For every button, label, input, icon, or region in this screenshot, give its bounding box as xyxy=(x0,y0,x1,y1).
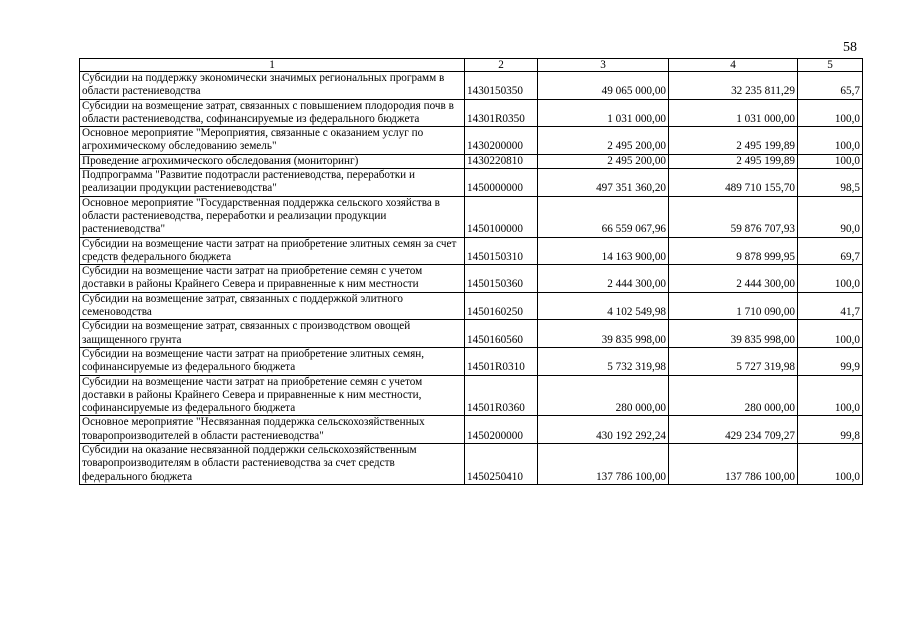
item-name-cell: Субсидии на возмещение части затрат на приобретение семян с учетом доставки в районы Крайнего Севера и приравненные к ним местности xyxy=(80,265,465,293)
classification-code-cell: 14301R0350 xyxy=(465,99,538,127)
classification-code-cell: 14501R0310 xyxy=(465,347,538,375)
execution-percent-cell: 100,0 xyxy=(798,265,863,293)
execution-percent-cell: 100,0 xyxy=(798,154,863,168)
page-number: 58 xyxy=(843,40,857,55)
table-row xyxy=(80,237,863,265)
planned-amount-cell: 497 351 360,20 xyxy=(538,169,669,197)
classification-code-cell: 1450160250 xyxy=(465,292,538,320)
table-row xyxy=(80,154,863,168)
executed-amount-cell: 429 234 709,27 xyxy=(669,416,798,444)
item-name-cell: Субсидии на возмещение части затрат на приобретение элитных семян за счет средств федерального бюджета xyxy=(80,237,465,265)
executed-amount-cell: 280 000,00 xyxy=(669,375,798,416)
column-header-2: 2 xyxy=(465,59,538,72)
classification-code-cell: 1450150360 xyxy=(465,265,538,293)
column-header-5: 5 xyxy=(798,59,863,72)
item-name-cell: Основное мероприятие "Мероприятия, связанные с оказанием услуг по агрохимическому обследованию земель" xyxy=(80,127,465,155)
classification-code-cell: 1430150350 xyxy=(465,72,538,100)
executed-amount-cell: 489 710 155,70 xyxy=(669,169,798,197)
budget-execution-table xyxy=(79,58,863,485)
planned-amount-cell: 2 495 200,00 xyxy=(538,127,669,155)
table-row xyxy=(80,265,863,293)
table-row xyxy=(80,99,863,127)
executed-amount-cell: 32 235 811,29 xyxy=(669,72,798,100)
planned-amount-cell: 1 031 000,00 xyxy=(538,99,669,127)
item-name-cell: Субсидии на возмещение части затрат на приобретение семян с учетом доставки в районы Крайнего Севера и приравненные к ним местности, софинансируемые из федерального бюджета xyxy=(80,375,465,416)
planned-amount-cell: 4 102 549,98 xyxy=(538,292,669,320)
table-header-row xyxy=(80,59,863,72)
table-row xyxy=(80,127,863,155)
item-name-cell: Основное мероприятие "Государственная поддержка сельского хозяйства в области растениеводства, переработки и реализации продукции растениеводства" xyxy=(80,196,465,237)
item-name-cell: Основное мероприятие "Несвязанная поддержка сельскохозяйственных товаропроизводителей в области растениеводства" xyxy=(80,416,465,444)
execution-percent-cell: 65,7 xyxy=(798,72,863,100)
planned-amount-cell: 49 065 000,00 xyxy=(538,72,669,100)
item-name-cell: Субсидии на возмещение затрат, связанных с поддержкой элитного семеноводства xyxy=(80,292,465,320)
executed-amount-cell: 39 835 998,00 xyxy=(669,320,798,348)
planned-amount-cell: 66 559 067,96 xyxy=(538,196,669,237)
planned-amount-cell: 14 163 900,00 xyxy=(538,237,669,265)
classification-code-cell: 1450100000 xyxy=(465,196,538,237)
execution-percent-cell: 99,9 xyxy=(798,347,863,375)
item-name-cell: Подпрограмма "Развитие подотрасли растениеводства, переработки и реализации продукции растениеводства" xyxy=(80,169,465,197)
executed-amount-cell: 2 495 199,89 xyxy=(669,127,798,155)
planned-amount-cell: 2 495 200,00 xyxy=(538,154,669,168)
table-row xyxy=(80,375,863,416)
executed-amount-cell: 9 878 999,95 xyxy=(669,237,798,265)
execution-percent-cell: 98,5 xyxy=(798,169,863,197)
table-row xyxy=(80,416,863,444)
table-body xyxy=(80,72,863,485)
table-row xyxy=(80,320,863,348)
execution-percent-cell: 100,0 xyxy=(798,99,863,127)
table-row xyxy=(80,292,863,320)
execution-percent-cell: 100,0 xyxy=(798,444,863,485)
execution-percent-cell: 100,0 xyxy=(798,320,863,348)
item-name-cell: Субсидии на возмещение затрат, связанных с производством овощей защищенного грунта xyxy=(80,320,465,348)
executed-amount-cell: 2 495 199,89 xyxy=(669,154,798,168)
classification-code-cell: 1430220810 xyxy=(465,154,538,168)
planned-amount-cell: 430 192 292,24 xyxy=(538,416,669,444)
column-header-3: 3 xyxy=(538,59,669,72)
table-row xyxy=(80,196,863,237)
item-name-cell: Субсидии на возмещение части затрат на приобретение элитных семян, софинансируемые из федерального бюджета xyxy=(80,347,465,375)
table-row xyxy=(80,169,863,197)
executed-amount-cell: 5 727 319,98 xyxy=(669,347,798,375)
planned-amount-cell: 137 786 100,00 xyxy=(538,444,669,485)
planned-amount-cell: 39 835 998,00 xyxy=(538,320,669,348)
executed-amount-cell: 137 786 100,00 xyxy=(669,444,798,485)
classification-code-cell: 1450000000 xyxy=(465,169,538,197)
executed-amount-cell: 59 876 707,93 xyxy=(669,196,798,237)
table-row xyxy=(80,72,863,100)
execution-percent-cell: 100,0 xyxy=(798,127,863,155)
table-row xyxy=(80,444,863,485)
execution-percent-cell: 99,8 xyxy=(798,416,863,444)
item-name-cell: Субсидии на оказание несвязанной поддержки сельскохозяйственным товаропроизводителям в области растениеводства за счет средств федерального бюджета xyxy=(80,444,465,485)
item-name-cell: Субсидии на возмещение затрат, связанных с повышением плодородия почв в области растениеводства, софинансируемые из федерального бюджета xyxy=(80,99,465,127)
planned-amount-cell: 2 444 300,00 xyxy=(538,265,669,293)
item-name-cell: Проведение агрохимического обследования (мониторинг) xyxy=(80,154,465,168)
planned-amount-cell: 5 732 319,98 xyxy=(538,347,669,375)
execution-percent-cell: 90,0 xyxy=(798,196,863,237)
classification-code-cell: 14501R0360 xyxy=(465,375,538,416)
classification-code-cell: 1450200000 xyxy=(465,416,538,444)
executed-amount-cell: 1 710 090,00 xyxy=(669,292,798,320)
classification-code-cell: 1430200000 xyxy=(465,127,538,155)
item-name-cell: Субсидии на поддержку экономически значимых региональных программ в области растениеводства xyxy=(80,72,465,100)
classification-code-cell: 1450160560 xyxy=(465,320,538,348)
executed-amount-cell: 2 444 300,00 xyxy=(669,265,798,293)
table-row xyxy=(80,347,863,375)
classification-code-cell: 1450250410 xyxy=(465,444,538,485)
column-header-4: 4 xyxy=(669,59,798,72)
planned-amount-cell: 280 000,00 xyxy=(538,375,669,416)
executed-amount-cell: 1 031 000,00 xyxy=(669,99,798,127)
execution-percent-cell: 69,7 xyxy=(798,237,863,265)
classification-code-cell: 1450150310 xyxy=(465,237,538,265)
execution-percent-cell: 41,7 xyxy=(798,292,863,320)
column-header-1: 1 xyxy=(80,59,465,72)
execution-percent-cell: 100,0 xyxy=(798,375,863,416)
